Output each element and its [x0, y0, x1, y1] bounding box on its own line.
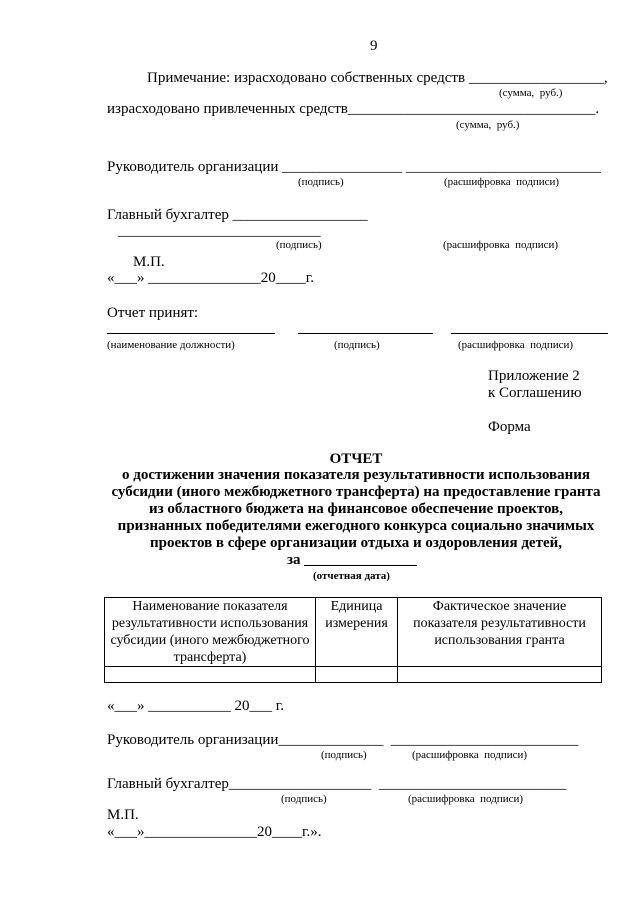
form-label: Форма: [488, 419, 531, 435]
position-caption: (наименование должности): [107, 339, 235, 351]
footer-head-signature-line: Руководитель организации______________ _________________________: [107, 732, 579, 748]
accountant-signature-line-2: ___________________________: [118, 223, 321, 239]
reporting-date-line: за _______________: [287, 552, 417, 568]
report-accepted-label: Отчет принят:: [107, 305, 199, 321]
table-cell: [398, 667, 602, 683]
indicator-table: [104, 597, 602, 683]
accountant-signature-line: Главный бухгалтер __________________: [107, 207, 368, 223]
report-subtitle-line: проектов в сфере организации отдыха и оздоровления детей,: [150, 535, 562, 551]
decode-caption: (расшифровка подписи): [458, 339, 574, 351]
footer-accountant-decode-caption: (расшифровка подписи): [408, 793, 524, 805]
reporting-date-hint: (отчетная дата): [313, 570, 390, 582]
date-line: «___» _______________20____г.: [107, 270, 314, 286]
note-own-funds: Примечание: израсходовано собственных средств __________________,: [147, 70, 608, 86]
appendix-number: Приложение 2: [488, 368, 580, 384]
table-cell: [105, 667, 316, 683]
table-header-actual-value: Фактическое значение показателя результативности использования гранта: [398, 598, 602, 667]
footer-head-decode-caption: (расшифровка подписи): [412, 749, 528, 761]
position-line: [107, 333, 275, 334]
head-decode-caption: (расшифровка подписи): [444, 176, 560, 188]
note-own-funds-hint: (сумма, руб.): [499, 87, 563, 99]
sign-line: [298, 333, 433, 334]
report-subtitle-line: из областного бюджета на финансовое обеспечение проектов,: [148, 501, 563, 517]
report-subtitle-line: признанных победителями ежегодного конкурса социально значимых: [117, 518, 595, 534]
note-raised-funds: израсходовано привлеченных средств_________________________________.: [107, 101, 600, 117]
footer-accountant-sign-caption: (подпись): [281, 793, 327, 805]
report-title: ОТЧЕТ: [329, 451, 383, 467]
table-header-indicator: Наименование показателя результативности использования субсидии (иного межбюджетного трансферта): [105, 598, 316, 667]
decode-line: [451, 333, 608, 334]
head-sign-caption: (подпись): [298, 176, 344, 188]
footer-final-date-line: «___»_______________20____г.».: [107, 824, 322, 840]
page-number: 9: [370, 38, 378, 54]
footer-accountant-signature-line: Главный бухгалтер___________________ _________________________: [107, 776, 567, 792]
report-subtitle-line: субсидии (иного межбюджетного трансферта) на предоставление гранта: [111, 484, 601, 500]
report-subtitle-line: о достижении значения показателя результативности использования: [122, 467, 590, 483]
appendix-agreement: к Соглашению: [488, 385, 582, 401]
sign-caption: (подпись): [334, 339, 380, 351]
head-signature-line: Руководитель организации ________________ __________________________: [107, 159, 601, 175]
table-header-unit: Единица измерения: [316, 598, 398, 667]
accountant-decode-caption: (расшифровка подписи): [443, 239, 559, 251]
note-raised-funds-hint: (сумма, руб.): [456, 119, 520, 131]
footer-stamp-label: М.П.: [107, 807, 139, 823]
stamp-label: М.П.: [133, 254, 165, 270]
footer-date-line: «___» ___________ 20___ г.: [107, 698, 284, 714]
table-cell: [316, 667, 398, 683]
footer-head-sign-caption: (подпись): [321, 749, 367, 761]
accountant-sign-caption: (подпись): [276, 239, 322, 251]
